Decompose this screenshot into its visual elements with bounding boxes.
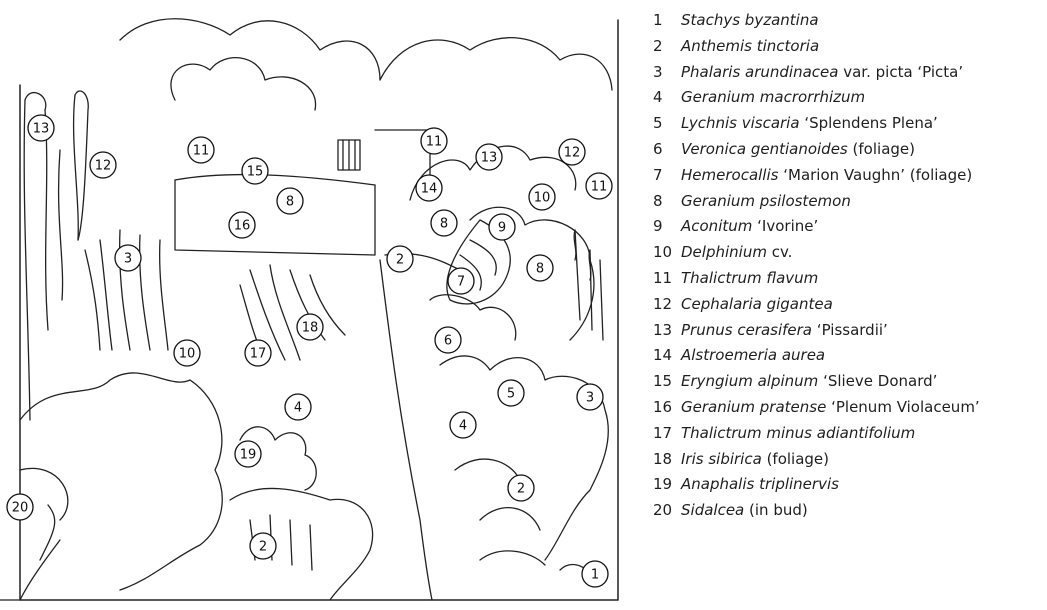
- svg-text:18: 18: [301, 320, 319, 336]
- svg-text:13: 13: [480, 150, 498, 166]
- legend-entry: [651, 111, 1043, 137]
- legend-number: 4: [653, 88, 663, 107]
- legend-plant-name: Alstroemeria aurea: [681, 346, 826, 365]
- legend-number: 19: [653, 475, 673, 494]
- legend-cultivar: (foliage): [852, 139, 915, 158]
- legend-plant-name: Stachys byzantina: [681, 11, 819, 29]
- plant-marker: [245, 340, 271, 366]
- legend-plant-name: Iris sibirica: [681, 449, 762, 468]
- legend-entry: [651, 137, 1043, 163]
- legend-number: 8: [653, 191, 663, 210]
- plant-marker: [508, 475, 534, 501]
- plant-marker: [527, 255, 553, 281]
- svg-text:8: 8: [285, 194, 295, 210]
- plant-marker: [435, 327, 461, 353]
- legend-cultivar: ‘Plenum Violaceum’: [831, 397, 980, 416]
- legend-plant-name: Thalictrum flavum: [681, 268, 819, 287]
- svg-text:10: 10: [533, 190, 551, 206]
- plant-marker: [529, 184, 555, 210]
- legend-entry: [651, 85, 1043, 111]
- legend-entry: [651, 421, 1043, 447]
- legend-plant-name: Eryngium alpinum: [681, 372, 819, 391]
- legend-plant-name: Prunus cerasifera: [681, 320, 813, 339]
- legend-plant-name: Sidalcea: [681, 501, 745, 520]
- plant-marker: [448, 268, 474, 294]
- legend-plant-name: Anaphalis triplinervis: [681, 475, 839, 494]
- legend-number: 2: [653, 36, 663, 55]
- legend-entry: [651, 189, 1043, 215]
- legend-number: 3: [653, 62, 663, 81]
- svg-text:3: 3: [123, 251, 133, 267]
- svg-text:17: 17: [249, 346, 267, 362]
- legend-entry: [651, 240, 1043, 266]
- legend-plant-name: Thalictrum minus adiantifolium: [681, 423, 916, 442]
- svg-text:10: 10: [178, 346, 196, 362]
- legend-plant-name: Hemerocallis: [681, 165, 779, 184]
- plant-marker: [586, 173, 612, 199]
- plant-marker: [90, 152, 116, 178]
- legend-number: 17: [653, 423, 673, 442]
- svg-text:6: 6: [443, 333, 453, 349]
- legend-entry: [651, 369, 1043, 395]
- svg-text:15: 15: [246, 164, 264, 180]
- legend-plant-name: Geranium psilostemon: [681, 191, 851, 210]
- legend-plant-name: Delphinium: [681, 243, 767, 262]
- legend-number: 18: [653, 449, 673, 468]
- svg-text:1: 1: [590, 567, 600, 583]
- svg-text:14: 14: [420, 181, 438, 197]
- plant-marker: [582, 561, 608, 587]
- svg-text:8: 8: [535, 261, 545, 277]
- svg-text:2: 2: [395, 252, 405, 268]
- legend-cultivar: (foliage): [766, 449, 830, 468]
- legend-number: 11: [653, 268, 673, 287]
- plant-marker: [285, 394, 311, 420]
- plant-marker: [188, 137, 214, 163]
- legend-number: 13: [653, 320, 673, 339]
- legend-plant-name: Geranium pratense: [681, 397, 827, 416]
- legend-cultivar: ‘Splendens Plena’: [804, 114, 938, 133]
- legend-plant-name: Aconitum: [681, 217, 753, 236]
- legend-entry: [651, 343, 1043, 369]
- legend-plant-name: Lychnis viscaria: [681, 114, 800, 133]
- svg-text:3: 3: [585, 390, 595, 406]
- svg-text:11: 11: [192, 143, 210, 159]
- svg-text:4: 4: [458, 418, 468, 434]
- legend-number: 16: [653, 397, 673, 416]
- legend-number: 20: [653, 501, 673, 520]
- plant-marker: [577, 384, 603, 410]
- legend-cultivar: var. picta ‘Picta’: [843, 62, 964, 81]
- svg-text:11: 11: [425, 134, 443, 150]
- svg-text:12: 12: [563, 145, 581, 161]
- legend-entry: [651, 395, 1043, 421]
- plant-marker: [7, 494, 33, 520]
- plant-marker: [242, 158, 268, 184]
- legend-number: 6: [653, 139, 663, 158]
- legend-number: 5: [653, 114, 663, 133]
- legend-entry: [651, 214, 1043, 240]
- legend-entry: [651, 447, 1043, 473]
- legend-entry: [651, 163, 1043, 189]
- plant-number-markers: [7, 115, 612, 587]
- svg-text:16: 16: [233, 218, 251, 234]
- legend-number: 15: [653, 372, 673, 391]
- svg-text:5: 5: [506, 386, 516, 402]
- legend-entry: [651, 34, 1043, 60]
- plant-marker: [250, 533, 276, 559]
- legend-entry: [651, 472, 1043, 498]
- legend-plant-name: Geranium macrorrhizum: [681, 88, 866, 107]
- plant-marker: [559, 139, 585, 165]
- svg-text:13: 13: [32, 121, 50, 137]
- svg-text:11: 11: [590, 179, 608, 195]
- plant-marker: [489, 214, 515, 240]
- plant-marker: [421, 128, 447, 154]
- legend-number: 12: [653, 294, 673, 313]
- legend-cultivar: ‘Marion Vaughn’ (foliage): [783, 165, 973, 184]
- plant-marker: [387, 246, 413, 272]
- legend-number: 9: [653, 217, 663, 236]
- legend-entry: [651, 498, 1043, 524]
- plant-marker: [498, 380, 524, 406]
- legend-entry: [651, 318, 1043, 344]
- legend-entry: [651, 60, 1043, 86]
- svg-text:2: 2: [258, 539, 268, 555]
- plant-marker: [476, 144, 502, 170]
- plant-marker: [297, 314, 323, 340]
- svg-text:20: 20: [11, 500, 29, 516]
- legend-entry: [651, 266, 1043, 292]
- plant-marker: [229, 212, 255, 238]
- legend-entry: [651, 8, 1043, 34]
- legend-number: 7: [653, 165, 663, 184]
- plant-marker: [235, 441, 261, 467]
- svg-text:2: 2: [516, 481, 526, 497]
- plant-marker: [431, 210, 457, 236]
- legend-number: 1: [653, 11, 663, 29]
- svg-text:8: 8: [439, 216, 449, 232]
- sketch-lines: [0, 19, 618, 600]
- legend-cultivar: (in bud): [749, 501, 808, 520]
- legend-plant-name: Phalaris arundinacea: [681, 62, 839, 81]
- legend-number: 14: [653, 346, 673, 365]
- plant-marker: [277, 188, 303, 214]
- svg-text:4: 4: [293, 400, 303, 416]
- svg-text:12: 12: [94, 158, 112, 174]
- plant-marker: [174, 340, 200, 366]
- svg-text:9: 9: [497, 220, 507, 236]
- legend-plant-name: Anthemis tinctoria: [681, 36, 820, 55]
- legend-cultivar: cv.: [771, 243, 793, 262]
- legend-cultivar: ‘Ivorine’: [757, 217, 819, 236]
- svg-text:7: 7: [456, 274, 466, 290]
- legend-number: 10: [653, 243, 673, 262]
- legend-plant-name: Veronica gentianoides: [681, 139, 848, 158]
- plant-marker: [416, 175, 442, 201]
- plant-marker: [450, 412, 476, 438]
- legend-plant-name: Cephalaria gigantea: [681, 294, 833, 313]
- legend-entry: [651, 292, 1043, 318]
- legend-cultivar: ‘Pissardii’: [816, 320, 888, 339]
- plant-marker: [115, 245, 141, 271]
- plant-marker: [28, 115, 54, 141]
- svg-text:19: 19: [239, 447, 257, 463]
- legend-cultivar: ‘Slieve Donard’: [823, 372, 938, 391]
- plant-key-list: [651, 8, 1043, 524]
